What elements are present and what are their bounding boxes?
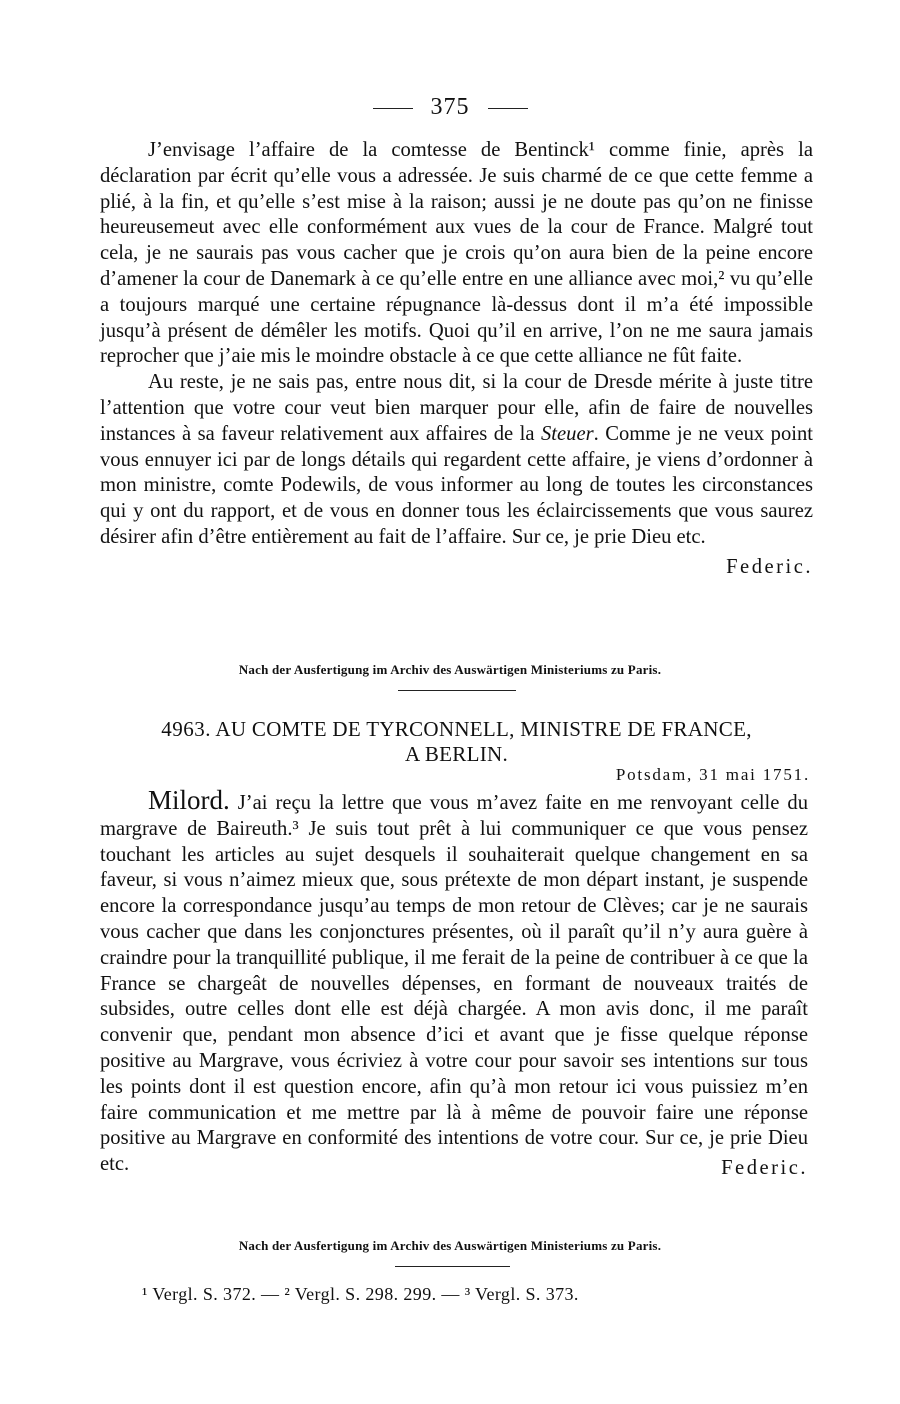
section-divider	[398, 690, 516, 691]
letter-1-paragraph-2-text-b: . Comme je ne veux point vous ennuyer ici par de longs détails qui regardent cette affaire, je viens d’ordonner à mon ministre, comte Podewils, de vous informer au long de toutes les circonstances qui y ont du rapport, et de vous en donner tous les éclaircissements que vous saurez désirer afin d’être entièrement au fait de l’affaire. Sur ce, je prie Dieu etc.	[100, 422, 814, 548]
letter-1-paragraph-2-text-a: Au reste, je ne sais pas, entre nous dit, si la cour de Dresde mérite à juste titre l’attention que votre cour veut bien marquer pour elle, afin de faire de nouvelles instances à sa faveur relativement aux affaires de la	[100, 371, 813, 445]
letter-2-place: Potsdam,	[615, 765, 694, 784]
letter-2-source-note: Nach der Ausfertigung im Archiv des Auswärtigen Ministeriums zu Paris.	[238, 1238, 662, 1253]
letter-2-title-line-1: AU COMTE DE TYRCONNELL, MINISTRE DE FRANCE,	[215, 717, 752, 741]
footnote-divider	[395, 1266, 510, 1267]
letter-1-italic-term: Steuer	[540, 422, 594, 445]
letter-2-heading	[100, 717, 813, 767]
letter-2-number: 4963.	[161, 717, 211, 741]
letter-2-dateline	[616, 765, 810, 785]
footnotes: ¹ Vergl. S. 372. — ² Vergl. S. 298. 299. — ³ Vergl. S. 373.	[142, 1284, 579, 1304]
page-number: 375	[430, 94, 470, 120]
letter-1-body	[100, 138, 813, 581]
letter-1-paragraph-2	[100, 370, 814, 578]
letter-2-title-line-2: A BERLIN.	[404, 742, 509, 766]
letter-1-source-note: Nach der Ausfertigung im Archiv des Auswärtigen Ministeriums zu Paris.	[238, 662, 662, 677]
letter-2-signature: Federic.	[721, 1157, 808, 1180]
letter-1-signature: Federic.	[726, 555, 813, 578]
letter-2-text: J’ai reçu la lettre que vous m’avez faite en me renvoyant celle du margrave de Baireuth.³ Je suis tout prêt à lui communiquer ce que vous pensez touchant les articles au sujet desquels il souhaiterait quelque changement en sa faveur, si vous n’aimez mieux que, sous prétexte de mon départ instant, je suspende encore la correspondance jusqu’au temps de mon retour de Clèves; car je ne saurais vous cacher que dans les conjonctures présentes, où il paraît qu’il n’y aura guère à craindre pour la tranquillité publique, il me ferait de la peine de contribuer à ce que la France se chargeât de nouvelles dépenses, en formant de nouveaux traités de subsides, outre celles dont elle est déjà chargée. A mon avis donc, il me paraît convenir que, pendant mon absence d’ici et avant que je fisse quelque réponse positive au Margrave, vous écriviez à votre cour pour savoir ses intentions sur tous les points dont il est question encore, afin qu’à mon retour ici vous puissiez m’en faire communication et me mettre par là à même de pouvoir faire une réponse positive au Margrave en conformité des intentions de votre cour. Sur ce, je prie Dieu etc.	[100, 792, 808, 1176]
letter-2-heading-line-1	[100, 717, 813, 742]
page-number-dash-left	[373, 108, 413, 109]
letter-2-body	[100, 785, 808, 1182]
letter-2-salutation: Milord.	[148, 785, 230, 815]
letter-2-date: 31 mai 1751.	[699, 765, 810, 784]
page-number-dash-right	[488, 108, 528, 109]
page-number-line	[0, 94, 900, 121]
letter-2-paragraph	[100, 785, 808, 1180]
letter-1-paragraph-1: J’envisage l’affaire de la comtesse de Bentinck¹ comme finie, après la déclaration par écrit qu’elle vous a adressée. Je suis charmé de ce que cette femme a plié, à la fin, et qu’elle s’est mise à la raison; aussi je ne doute pas qu’on ne finisse heureusemeut avec elle conformément aux vues de la cour de France. Malgré tout cela, je ne saurais pas vous cacher que je crois qu’on aura bien de la peine encore d’amener la cour de Danemark à ce qu’elle entre en une alliance avec moi,² vu qu’elle a toujours marqué une certaine répugnance là-dessus dont il m’a été impossible jusqu’à présent de démêler les motifs. Quoi qu’il en arrive, l’on ne me saura jamais reprocher que j’aie mis le moindre obstacle à ce que cette alliance ne fût faite.	[100, 139, 813, 368]
